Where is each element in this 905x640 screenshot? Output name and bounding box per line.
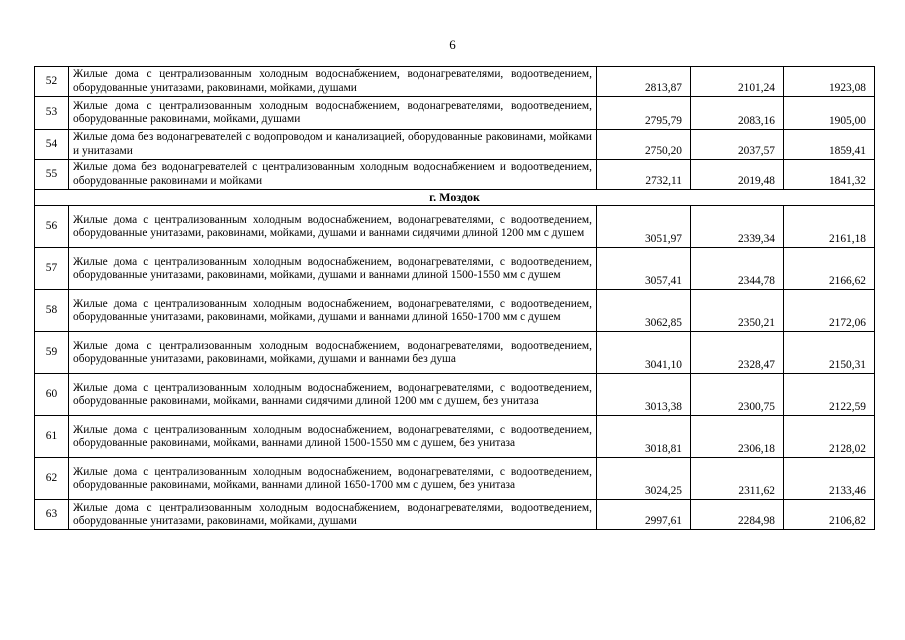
value-col-1: 2795,79 xyxy=(597,97,691,130)
row-number: 61 xyxy=(35,416,69,458)
value-col-3: 1923,08 xyxy=(784,67,875,97)
table-row xyxy=(35,206,875,248)
value-col-3: 2133,46 xyxy=(784,458,875,500)
value-col-2: 2339,34 xyxy=(691,206,784,248)
row-number: 54 xyxy=(35,130,69,160)
row-description: Жилые дома без водонагревателей с централизованным холодным водоснабжением и водоотведением, оборудованные раковинами и мойками xyxy=(69,160,597,190)
value-col-3: 2128,02 xyxy=(784,416,875,458)
value-col-3: 1841,32 xyxy=(784,160,875,190)
row-number: 62 xyxy=(35,458,69,500)
row-description: Жилые дома с централизованным холодным водоснабжением, водонагревателями, водоотведением, оборудованные унитазами, раковинами, мойками, душами xyxy=(69,500,597,530)
page-number: 6 xyxy=(449,37,456,52)
value-col-2: 2037,57 xyxy=(691,130,784,160)
row-number: 60 xyxy=(35,374,69,416)
table-row xyxy=(35,374,875,416)
value-col-2: 2311,62 xyxy=(691,458,784,500)
row-number: 55 xyxy=(35,160,69,190)
row-description: Жилые дома с централизованным холодным водоснабжением, водонагревателями, водоотведением, оборудованные унитазами, раковинами, мойками, душами xyxy=(69,67,597,97)
tariff-table xyxy=(34,66,875,530)
value-col-1: 3024,25 xyxy=(597,458,691,500)
row-number: 59 xyxy=(35,332,69,374)
row-description: Жилые дома с централизованным холодным водоснабжением, водонагревателями, с водоотведением, оборудованные раковинами, мойками, ваннами сидячими длиной 1200 мм с душем, без унитаза xyxy=(69,374,597,416)
row-description: Жилые дома с централизованным холодным водоснабжением, водонагревателями, водоотведением, оборудованные унитазами, раковинами, мойками, душами и ваннами без душа xyxy=(69,332,597,374)
value-col-2: 2284,98 xyxy=(691,500,784,530)
row-description: Жилые дома с централизованным холодным водоснабжением, водонагревателями, с водоотведением, оборудованные унитазами, раковинами, мойками, душами и ваннами длиной 1650-1700 мм с душем xyxy=(69,290,597,332)
value-col-1: 2732,11 xyxy=(597,160,691,190)
value-col-3: 2122,59 xyxy=(784,374,875,416)
value-col-3: 1905,00 xyxy=(784,97,875,130)
value-col-1: 3062,85 xyxy=(597,290,691,332)
row-description: Жилые дома без водонагревателей с водопроводом и канализацией, оборудованные раковинами, мойками и унитазами xyxy=(69,130,597,160)
row-description: Жилые дома с централизованным холодным водоснабжением, водонагревателями, с водоотведением, оборудованные раковинами, мойками, ваннами длиной 1500-1550 мм с душем, без унитаза xyxy=(69,416,597,458)
value-col-2: 2344,78 xyxy=(691,248,784,290)
value-col-1: 2997,61 xyxy=(597,500,691,530)
table-row xyxy=(35,500,875,530)
table-row xyxy=(35,97,875,130)
row-number: 63 xyxy=(35,500,69,530)
value-col-2: 2019,48 xyxy=(691,160,784,190)
value-col-1: 2750,20 xyxy=(597,130,691,160)
value-col-2: 2328,47 xyxy=(691,332,784,374)
table-row xyxy=(35,416,875,458)
section-title: г. Моздок xyxy=(35,190,875,206)
value-col-2: 2101,24 xyxy=(691,67,784,97)
value-col-2: 2083,16 xyxy=(691,97,784,130)
row-number: 53 xyxy=(35,97,69,130)
table-row xyxy=(35,67,875,97)
value-col-2: 2300,75 xyxy=(691,374,784,416)
row-description: Жилые дома с централизованным холодным водоснабжением, водонагревателями, с водоотведением, оборудованные унитазами, раковинами, мойками, душами и ваннами сидячими длиной 1200 мм с душем xyxy=(69,206,597,248)
value-col-3: 2106,82 xyxy=(784,500,875,530)
value-col-2: 2350,21 xyxy=(691,290,784,332)
value-col-3: 2172,06 xyxy=(784,290,875,332)
row-description: Жилые дома с централизованным холодным водоснабжением, водонагревателями, водоотведением, оборудованные раковинами, мойками, душами xyxy=(69,97,597,130)
value-col-1: 3057,41 xyxy=(597,248,691,290)
value-col-3: 1859,41 xyxy=(784,130,875,160)
value-col-3: 2166,62 xyxy=(784,248,875,290)
row-number: 58 xyxy=(35,290,69,332)
row-number: 52 xyxy=(35,67,69,97)
value-col-1: 3051,97 xyxy=(597,206,691,248)
row-description: Жилые дома с централизованным холодным водоснабжением, водонагревателями, с водоотведением, оборудованные унитазами, раковинами, мойками, душами и ваннами длиной 1500-1550 мм с душем xyxy=(69,248,597,290)
row-number: 57 xyxy=(35,248,69,290)
value-col-2: 2306,18 xyxy=(691,416,784,458)
value-col-3: 2161,18 xyxy=(784,206,875,248)
value-col-1: 3018,81 xyxy=(597,416,691,458)
table-row xyxy=(35,248,875,290)
table-row xyxy=(35,332,875,374)
table-row xyxy=(35,458,875,500)
table-row xyxy=(35,160,875,190)
value-col-1: 2813,87 xyxy=(597,67,691,97)
row-number: 56 xyxy=(35,206,69,248)
value-col-1: 3041,10 xyxy=(597,332,691,374)
section-row xyxy=(35,190,875,206)
table-row xyxy=(35,130,875,160)
value-col-3: 2150,31 xyxy=(784,332,875,374)
table-row xyxy=(35,290,875,332)
row-description: Жилые дома с централизованным холодным водоснабжением, водонагревателями, с водоотведением, оборудованные раковинами, мойками, ваннами длиной 1650-1700 мм с душем, без унитаза xyxy=(69,458,597,500)
value-col-1: 3013,38 xyxy=(597,374,691,416)
